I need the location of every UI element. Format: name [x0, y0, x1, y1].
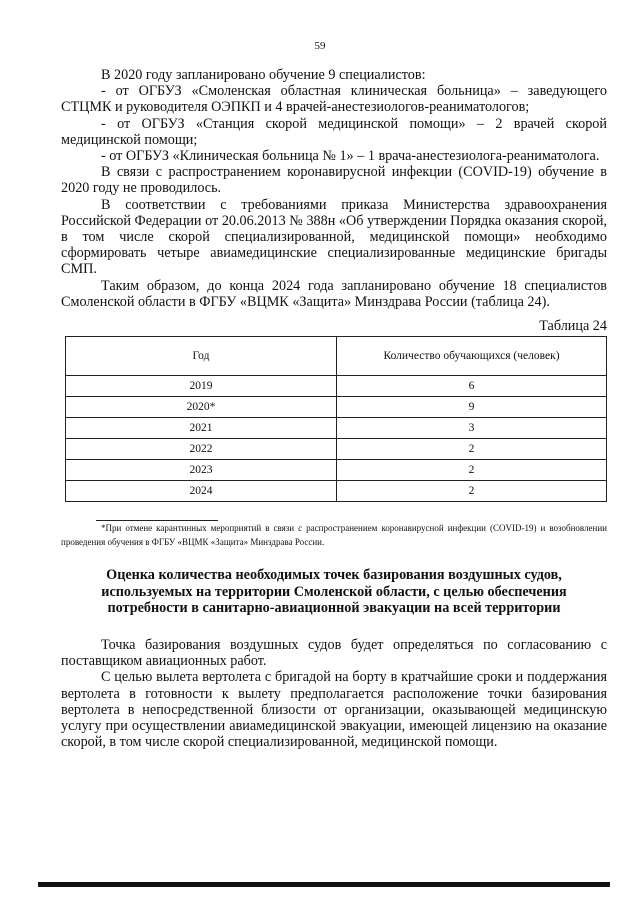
cell-year: 2024	[66, 481, 337, 502]
paragraph-helicopter: С целью вылета вертолета с бригадой на борту в кратчайшие сроки и поддержания вертолета в готовности к вылету предполагается расположение точки базирования вертолета в непосредственной близости от организации, оказывающей медицинскую услугу при осуществлении авиамедицинской эвакуации, имеющей лицензию на оказание скорой, в том числе скорой специализированной, медицинской помощи.	[61, 669, 607, 751]
training-table	[65, 336, 607, 502]
header-count: Количество обучающихся (человек)	[337, 337, 607, 376]
paragraph-base-point: Точка базирования воздушных судов будет определяться по согласованию с поставщиком авиационных работ.	[61, 637, 607, 670]
cell-count: 2	[337, 481, 607, 502]
table-header-row	[66, 337, 607, 376]
cell-count: 3	[337, 418, 607, 439]
cell-count: 2	[337, 439, 607, 460]
closing-section	[61, 637, 607, 750]
paragraph-clinical-hospital: - от ОГБУЗ «Клиническая больница № 1» – 1 врача-анестезиолога-реаниматолога.	[101, 148, 600, 165]
cell-count: 9	[337, 397, 607, 418]
table-row	[66, 397, 607, 418]
table-caption: Таблица 24	[539, 318, 607, 334]
table-row	[66, 481, 607, 502]
header-year: Год	[66, 337, 337, 376]
cell-count: 2	[337, 460, 607, 481]
section-heading: Оценка количества необходимых точек базирования воздушных судов, используемых на территории Смоленской области, с целью обеспечения потребности в санитарно-авиационной эвакуации на всей территории	[101, 567, 567, 616]
paragraph-ambulance-station: - от ОГБУЗ «Станция скорой медицинской помощи» – 2 врачей скорой медицинской помощи;	[61, 115, 607, 148]
table-row	[66, 376, 607, 397]
cell-count: 6	[337, 376, 607, 397]
paragraph-order-388n: В соответствии с требованиями приказа Министерства здравоохранения Российской Федерации от 20.06.2013 № 388н «Об утверждении Порядка оказания скорой, в том числе скорой специализированной, медицинской помощи» необходимо сформировать четыре авиамедицинские специализированные медицинские бригады СМП.	[61, 196, 607, 278]
page-number: 59	[314, 40, 326, 52]
footnote: *При отмене карантинных мероприятий в связи с распространением коронавирусной инфекции (COVID-19) и возобновлении проведения обучения в ФГБУ «ВЦМК «Защита» Минздрава России.	[61, 523, 607, 547]
table-row	[66, 418, 607, 439]
paragraph-training-plan: В 2020 году запланировано обучение 9 специалистов:	[101, 67, 426, 83]
paragraph-summary: Таким образом, до конца 2024 года запланировано обучение 18 специалистов Смоленской области в ФГБУ «ВЦМК «Защита» Минздрава России (таблица 24).	[61, 277, 607, 310]
intro-section	[61, 67, 607, 310]
cell-year: 2022	[66, 439, 337, 460]
table-row	[66, 460, 607, 481]
paragraph-regional-hospital: - от ОГБУЗ «Смоленская областная клиническая больница» – заведующего СТЦМК и руководителя ОЭПКП и 4 врачей-анестезиологов-реаниматологов;	[61, 83, 607, 116]
paragraph-covid: В связи с распространением коронавирусной инфекции (COVID-19) обучение в 2020 году не проводилось.	[61, 164, 607, 197]
bottom-rule	[38, 882, 610, 887]
cell-year: 2019	[66, 376, 337, 397]
cell-year: 2023	[66, 460, 337, 481]
cell-year: 2020*	[66, 397, 337, 418]
cell-year: 2021	[66, 418, 337, 439]
table-row	[66, 439, 607, 460]
